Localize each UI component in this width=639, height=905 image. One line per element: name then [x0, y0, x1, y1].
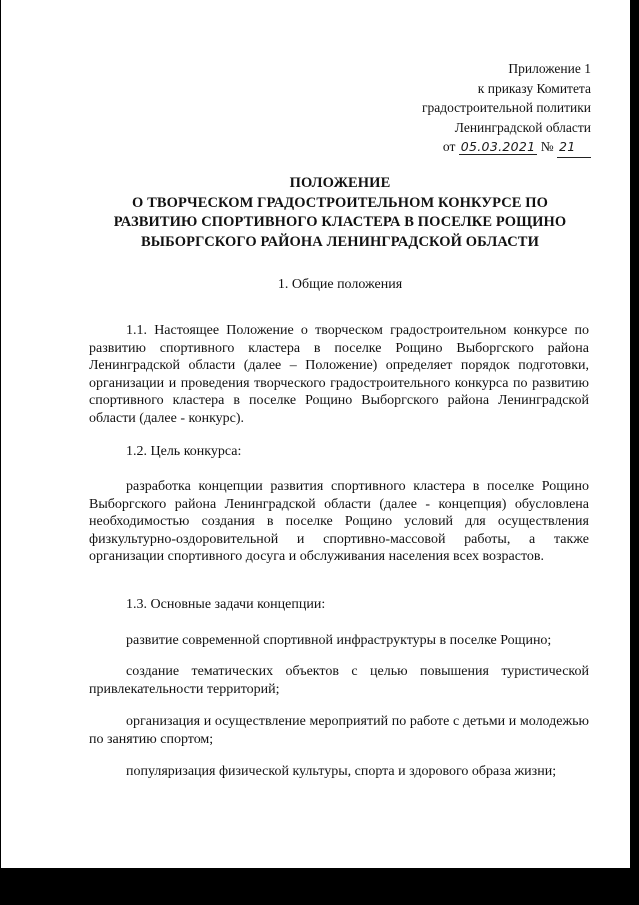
appendix-block: [422, 59, 591, 158]
title-line-4: ВЫБОРГСКОГО РАЙОНА ЛЕНИНГРАДСКОЙ ОБЛАСТИ: [141, 233, 539, 250]
title-line-1: ПОЛОЖЕНИЕ: [289, 175, 391, 191]
title-line-3: РАЗВИТИЮ СПОРТИВНОГО КЛАСТЕРА В ПОСЕЛКЕ РОЩИНО: [113, 214, 567, 230]
section-heading: 1. Общие положения: [277, 277, 403, 292]
task-item-4: популяризация физической культуры, спорта и здорового образа жизни;: [126, 764, 557, 779]
goal-paragraph: разработка концепции развития спортивного кластера в поселке Рощино Выборгского района Ленинградской области (далее - концепция) обусловлена необходимостью создания в поселке Рощино условий для осуществления физкультурно-оздоровительной и спортивно-массовой работы, а также организации спортивного досуга и обслуживания населения всех возрастов.: [89, 479, 589, 565]
date-prefix: от: [442, 139, 456, 154]
task-item-1: развитие современной спортивной инфраструктуры в поселке Рощино;: [126, 633, 552, 648]
scan-edge-shadow: [630, 0, 635, 868]
appendix-line-3: градостроительной политики: [421, 100, 591, 115]
title-line-2: О ТВОРЧЕСКОМ ГРАДОСТРОИТЕЛЬНОМ КОНКУРСЕ ПО: [131, 194, 549, 211]
number-prefix: №: [540, 139, 554, 154]
task-item-3: организация и осуществление мероприятий по работе с детьми и молодежью по занятию спортом;: [89, 714, 589, 747]
task-item-2: создание тематических объектов с целью повышения туристической привлекательности территорий;: [89, 664, 589, 697]
appendix-line-1: Приложение 1: [508, 61, 591, 76]
appendix-line-4: Ленинградской области: [454, 119, 591, 135]
paragraph-1-2: 1.2. Цель конкурса:: [126, 444, 242, 459]
paragraph-1-1: 1.1. Настоящее Положение о творческом градостроительном конкурсе по развитию спортивного кластера в поселке Рощино Выборгского района Ленинградской области (далее – Положение) определяет порядок подготовки, организации и проведения творческого градостроительного конкурса по развитию спортивного кластера в поселке Рощино Выборгского района Ленинградской области (далее - конкурс).: [89, 323, 589, 426]
appendix-line-2: к приказу Комитета: [477, 80, 591, 96]
paragraph-1-3: 1.3. Основные задачи концепции:: [126, 597, 326, 612]
handwritten-date: 05.03.2021: [460, 139, 536, 154]
handwritten-number: 21: [557, 137, 591, 158]
document-title: [41, 174, 635, 252]
document-page: [1, 0, 635, 868]
appendix-date-line: [422, 137, 591, 158]
